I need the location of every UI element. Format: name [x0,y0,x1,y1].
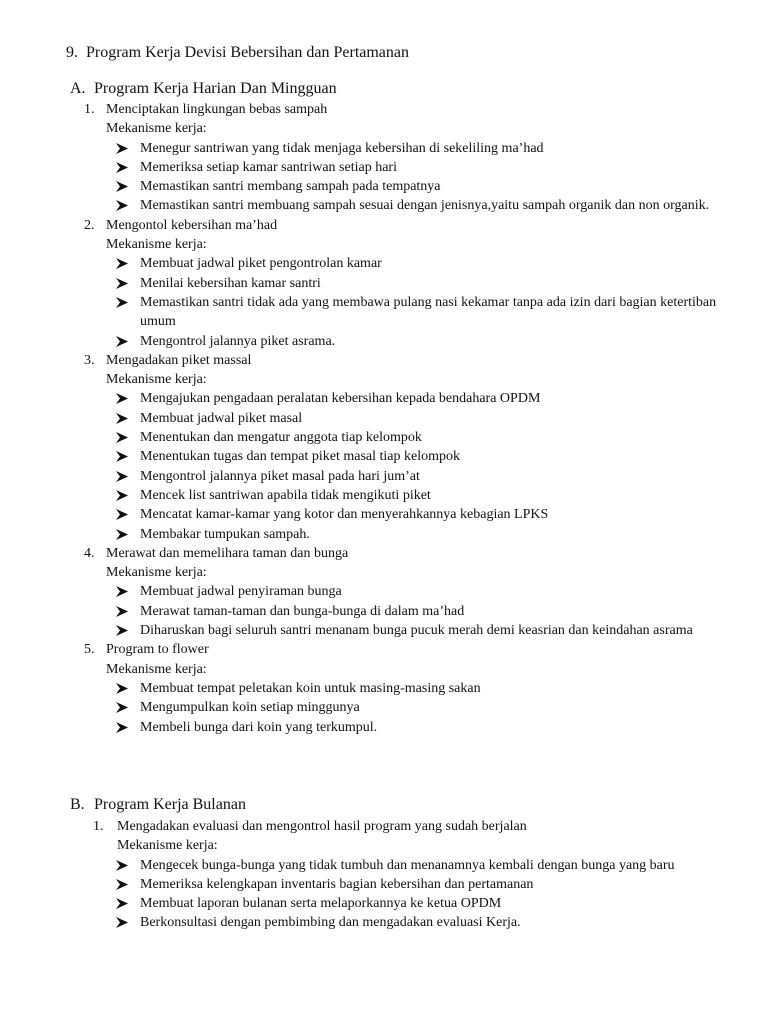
title-text: Program Kerja Devisi Bebersihan dan Pertamanan [86,44,410,61]
arrow-bullet-icon [116,913,130,928]
mechanism-bullet [0,332,768,351]
mechanism-list [0,139,768,216]
bullet-text: Membuat tempat peletakan koin untuk masing-masing sakan [140,680,481,696]
mechanism-list [0,254,768,350]
bullet-text: Memastikan santri tidak ada yang membawa pulang nasi kekamar tanpa ada izin dari bagian ketertiban umum [140,294,717,330]
mechanism-bullet [0,158,768,177]
arrow-bullet-icon [116,698,130,713]
program-item-heading [0,817,768,836]
mechanism-bullet [0,409,768,428]
arrow-bullet-icon [116,428,130,443]
bullet-text: Menentukan dan mengatur anggota tiap kelompok [140,430,422,446]
bullet-text: Berkonsultasi dengan pembimbing dan mengadakan evaluasi Kerja. [140,915,521,931]
mechanism-bullet [0,293,768,332]
program-item [0,544,768,640]
program-item [0,640,768,736]
item-title: Mengontol kebersihan ma’had [106,217,278,233]
bullet-text: Mengontrol jalannya piket masal pada hari jum’at [140,468,420,484]
mechanism-bullet [0,505,768,524]
arrow-bullet-icon [116,254,130,269]
mechanism-bullet [0,428,768,447]
section-a-items [0,100,768,737]
section-letter: B. [70,796,85,813]
mechanism-bullet [0,679,768,698]
mechanism-bullet [0,913,768,932]
arrow-bullet-icon [116,621,130,636]
mechanism-bullet [0,274,768,293]
section-a-heading [70,80,337,98]
bullet-text: Membakar tumpukan sampah. [140,526,310,542]
mechanism-bullet [0,177,768,196]
program-item-heading [0,216,768,235]
program-item-heading [0,100,768,119]
arrow-bullet-icon [116,332,130,347]
bullet-text: Membuat jadwal penyiraman bunga [140,584,342,600]
bullet-text: Mengajukan pengadaan peralatan kebersihan kepada bendahara OPDM [140,391,541,407]
arrow-bullet-icon [116,447,130,462]
bullet-text: Mengecek bunga-bunga yang tidak tumbuh dan menanamnya kembali dengan bunga yang baru [140,857,675,873]
item-title: Mengadakan piket massal [106,352,252,368]
mechanism-label: Mekanisme kerja: [106,372,207,388]
arrow-bullet-icon [116,409,130,424]
mechanism-list [0,582,768,640]
mechanism-bullet [0,447,768,466]
arrow-bullet-icon [116,293,130,308]
bullet-text: Diharuskan bagi seluruh santri menanam bunga pucuk merah demi keasrian dan keindahan asrama [140,623,693,639]
bullet-text: Membuat laporan bulanan serta melaporkannya ke ketua OPDM [140,896,502,912]
item-title: Program to flower [106,642,209,658]
mechanism-bullet [0,525,768,544]
mechanism-bullet [0,602,768,621]
arrow-bullet-icon [116,177,130,192]
arrow-bullet-icon [116,875,130,890]
section-b-heading [70,796,246,814]
section-b-items [0,817,768,933]
bullet-text: Membuat jadwal piket masal [140,410,303,426]
mechanism-bullet [0,856,768,875]
program-item-heading [0,351,768,370]
item-number: 3. [84,352,95,368]
mechanism-bullet [0,718,768,737]
mechanism-bullet [0,582,768,601]
mechanism-label: Mekanisme kerja: [106,565,207,581]
bullet-text: Memeriksa setiap kamar santriwan setiap hari [140,159,397,175]
arrow-bullet-icon [116,582,130,597]
arrow-bullet-icon [116,894,130,909]
item-number: 1. [93,819,104,834]
item-number: 4. [84,545,95,561]
bullet-text: Membuat jadwal piket pengontrolan kamar [140,256,382,272]
program-item [0,100,768,216]
bullet-text: Merawat taman-taman dan bunga-bunga di dalam ma’had [140,603,465,619]
bullet-text: Menentukan tugas dan tempat piket masal tiap kelompok [140,449,460,465]
mechanism-list [0,389,768,543]
section-title: Program Kerja Bulanan [94,796,246,813]
arrow-bullet-icon [116,274,130,289]
arrow-bullet-icon [116,718,130,733]
program-item [0,216,768,351]
arrow-bullet-icon [116,856,130,871]
bullet-text: Menegur santriwan yang tidak menjaga kebersihan di sekeliling ma’had [140,140,544,156]
mechanism-bullet [0,139,768,158]
arrow-bullet-icon [116,505,130,520]
program-item-heading [0,544,768,563]
program-item [0,351,768,544]
bullet-text: Membeli bunga dari koin yang terkumpul. [140,719,378,735]
mechanism-bullet [0,621,768,640]
item-title: Menciptakan lingkungan bebas sampah [106,102,328,117]
bullet-text: Mengumpulkan koin setiap minggunya [140,700,360,716]
section-letter: A. [70,80,86,97]
mechanism-label: Mekanisme kerja: [106,237,207,253]
bullet-text: Mengontrol jalannya piket asrama. [140,333,336,349]
mechanism-bullet [0,196,768,215]
mechanism-bullet [0,875,768,894]
bullet-text: Memeriksa kelengkapan inventaris bagian kebersihan dan pertamanan [140,876,534,892]
mechanism-bullet [0,389,768,408]
mechanism-label: Mekanisme kerja: [106,121,207,137]
arrow-bullet-icon [116,602,130,617]
mechanism-label: Mekanisme kerja: [117,838,218,854]
bullet-text: Mencek list santriwan apabila tidak mengikuti piket [140,487,431,503]
item-number: 1. [84,102,95,117]
program-item [0,817,768,933]
mechanism-bullet [0,486,768,505]
title-number: 9. [66,44,78,61]
bullet-text: Menilai kebersihan kamar santri [140,275,321,291]
mechanism-bullet [0,894,768,913]
mechanism-bullet [0,467,768,486]
item-number: 2. [84,217,95,233]
arrow-bullet-icon [116,196,130,211]
arrow-bullet-icon [116,486,130,501]
mechanism-bullet [0,254,768,273]
mechanism-label: Mekanisme kerja: [106,661,207,677]
arrow-bullet-icon [116,389,130,404]
section-title: Program Kerja Harian Dan Mingguan [94,80,337,97]
bullet-text: Memastikan santri membang sampah pada tempatnya [140,179,441,195]
document-title [66,44,409,62]
arrow-bullet-icon [116,679,130,694]
program-item-heading [0,640,768,659]
mechanism-list [0,856,768,933]
arrow-bullet-icon [116,139,130,154]
arrow-bullet-icon [116,525,130,540]
bullet-text: Mencatat kamar-kamar yang kotor dan menyerahkannya kebagian LPKS [140,507,549,523]
bullet-text: Memastikan santri membuang sampah sesuai dengan jenisnya,yaitu sampah organik dan non organik. [140,198,710,214]
item-title: Mengadakan evaluasi dan mengontrol hasil program yang sudah berjalan [117,819,527,834]
mechanism-list [0,679,768,737]
item-title: Merawat dan memelihara taman dan bunga [106,545,349,561]
arrow-bullet-icon [116,158,130,173]
mechanism-bullet [0,698,768,717]
arrow-bullet-icon [116,467,130,482]
item-number: 5. [84,642,95,658]
